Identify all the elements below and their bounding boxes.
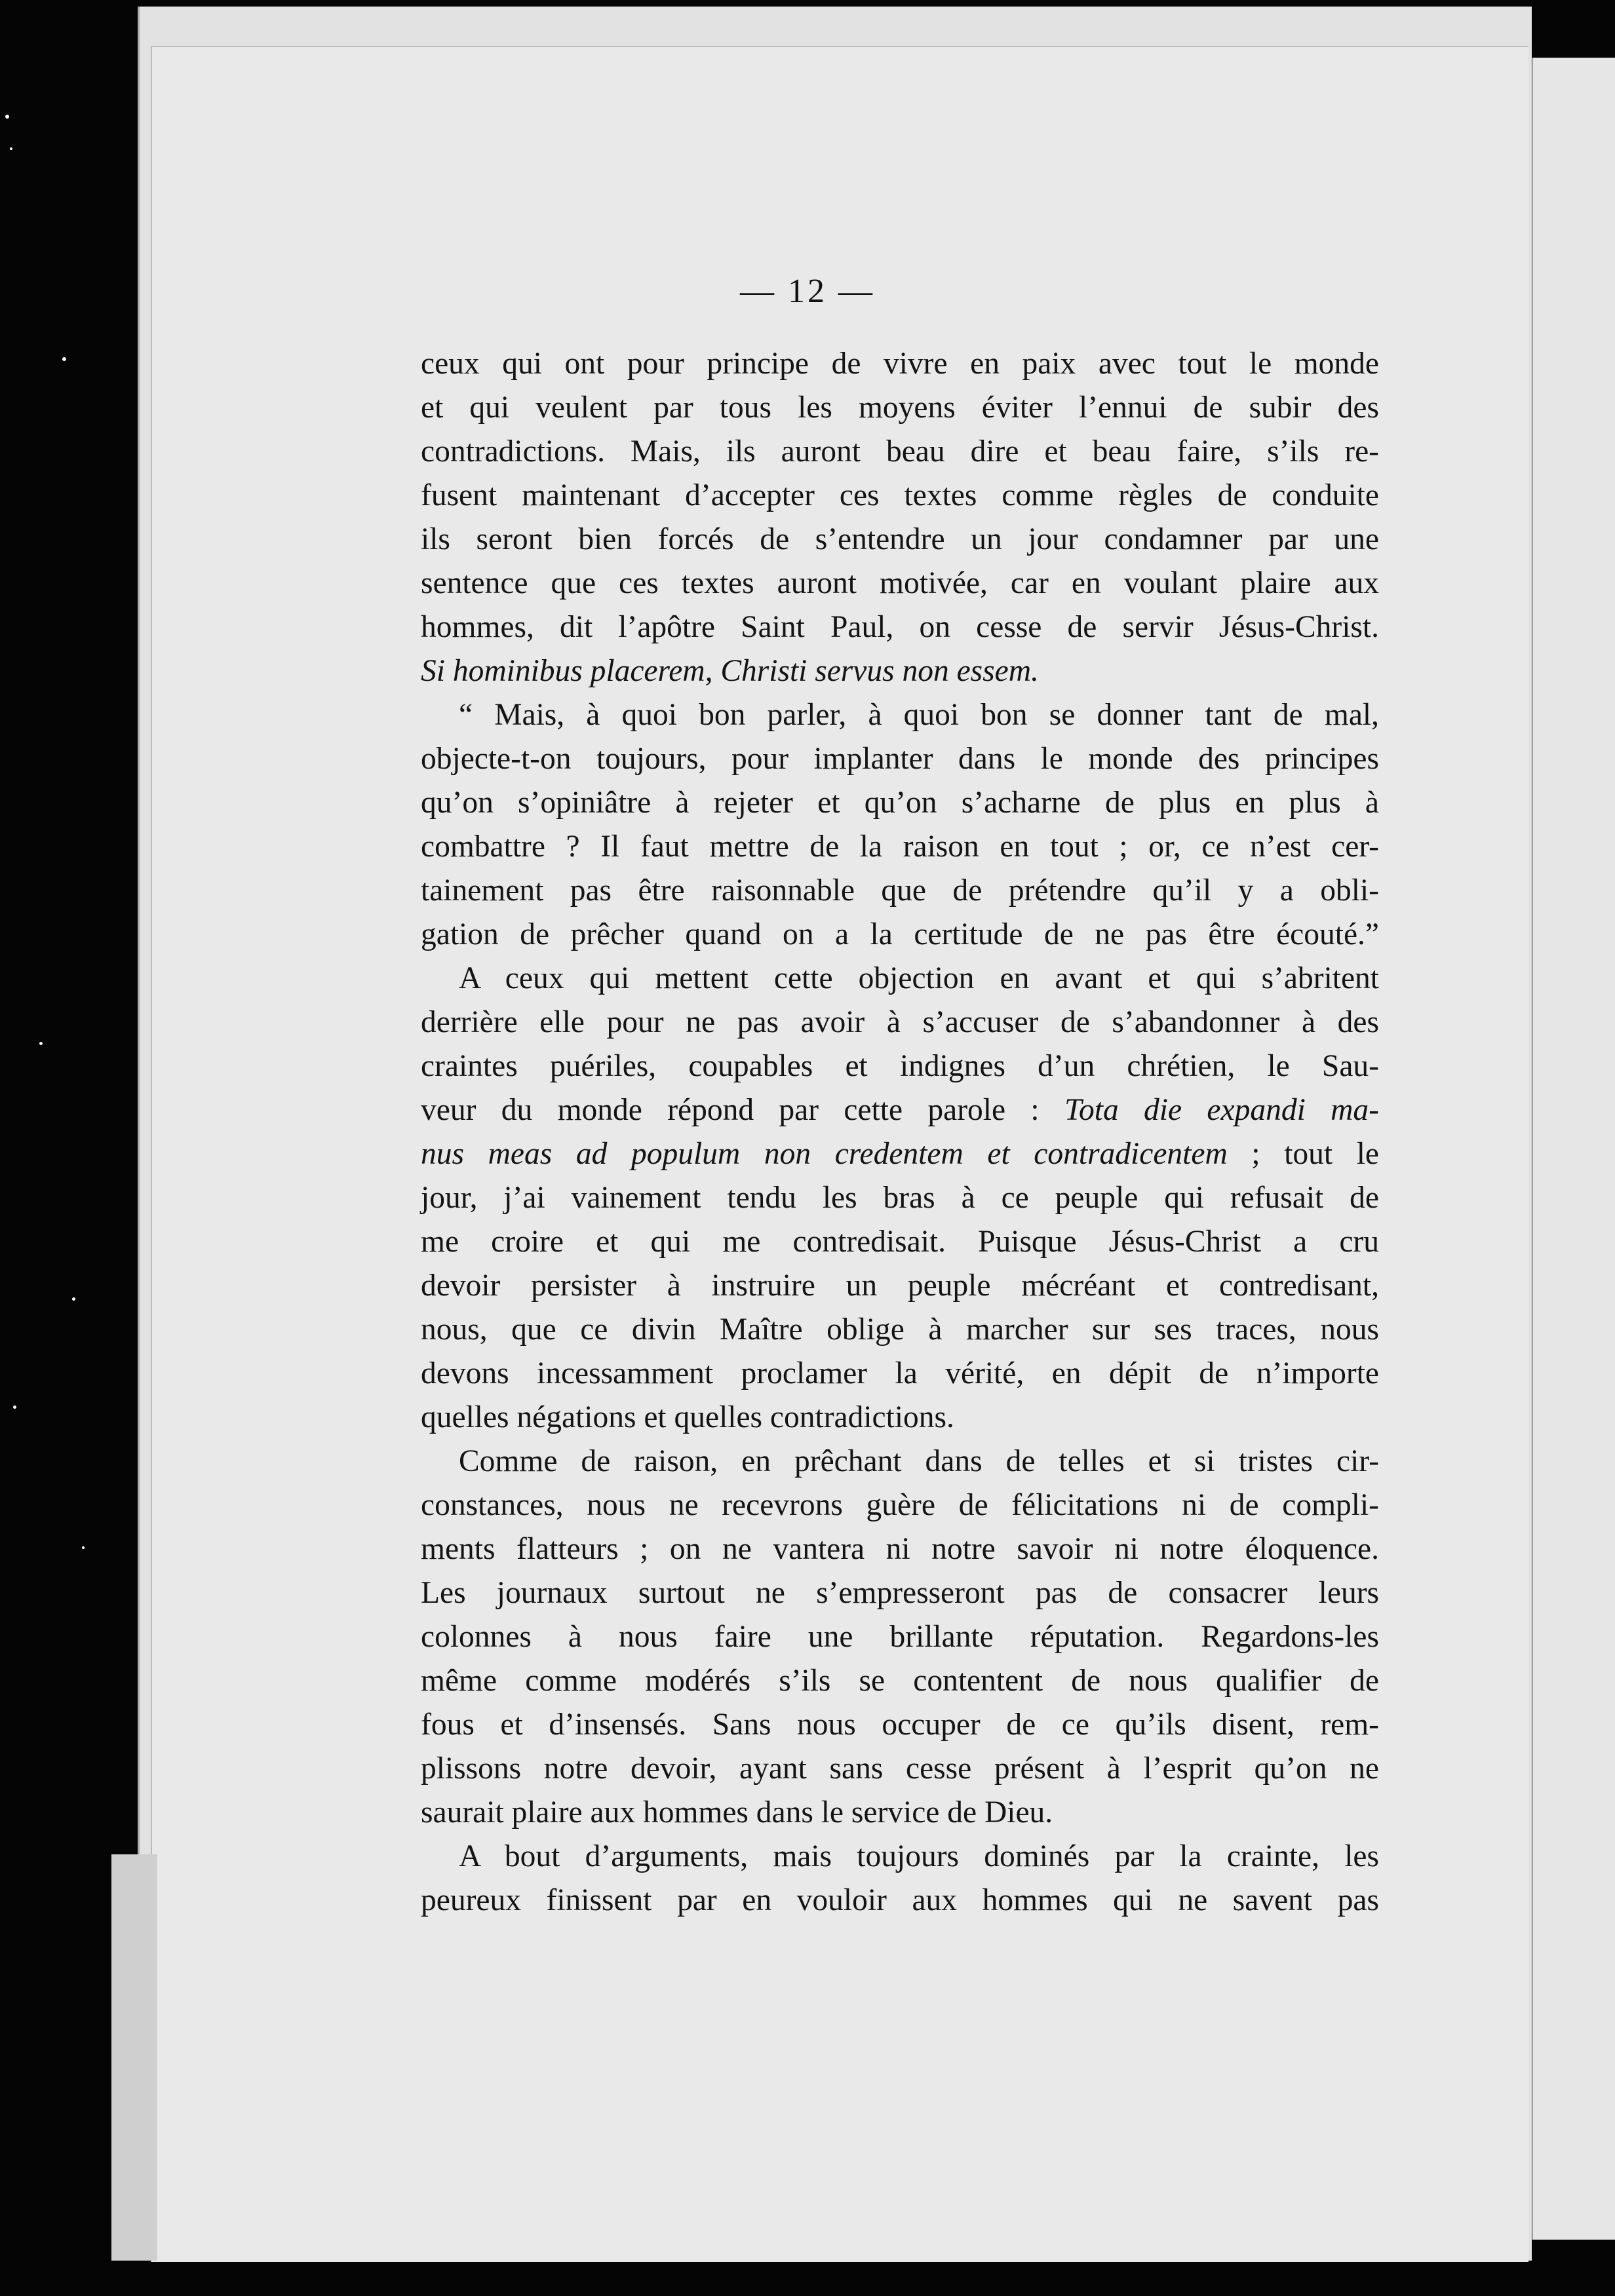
text-line: craintes puériles, coupables et indignes d’un chrétien, le Sau- [421,1049,1379,1083]
text-line: derrière elle pour ne pas avoir à s’accuser de s’abandonner à des [421,1005,1379,1039]
scan-speck [72,1297,75,1301]
body-text [421,342,1379,1923]
text-line: devons incessamment proclamer la vérité, en dépit de n’importe [421,1356,1379,1390]
text-line: combattre ? Il faut mettre de la raison en tout ; or, ce n’est cer- [421,830,1379,864]
text-line: nous, que ce divin Maître oblige à marcher sur ses traces, nous [421,1312,1379,1347]
text-line: colonnes à nous faire une brillante réputation. Regardons-les [421,1620,1379,1654]
text-line: sentence que ces textes auront motivée, car en voulant plaire aux [421,566,1379,600]
text-line: contradictions. Mais, ils auront beau dire et beau faire, s’ils re- [421,434,1379,469]
text-line: gation de prêcher quand on a la certitude de ne pas être écouté.” [421,917,1379,951]
text-column [421,342,1379,1923]
text-line: nus meas ad populum non credentem et contradicentem ; tout le [421,1137,1380,1171]
text-line: A ceux qui mettent cette objection en avant et qui s’abritent [459,961,1379,995]
page-shadow [111,1854,157,2261]
text-line: devoir persister à instruire un peuple mécréant et contredisant, [421,1269,1379,1303]
text-line: jour, j’ai vainement tendu les bras à ce peuple qui refusait de [421,1181,1379,1215]
text-line: ils seront bien forcés de s’entendre un jour condamner par une [421,522,1379,556]
text-line: saurait plaire aux hommes dans le service de Dieu. [421,1795,1053,1829]
scan-speck [10,147,12,150]
text-line: veur du monde répond par cette parole : Tota die expandi ma- [421,1093,1379,1127]
text-line: objecte-t-on toujours, pour implanter dans le monde des principes [421,742,1379,776]
scan-speck [5,115,9,119]
text-line: tainement pas être raisonnable que de prétendre qu’il y a obli- [421,873,1379,908]
text-line: fous et d’insensés. Sans nous occuper de ce qu’ils disent, rem- [421,1708,1379,1742]
scan-speck [62,357,66,361]
scan-speck [39,1042,43,1045]
scan-speck [82,1546,85,1549]
text-line: plissons notre devoir, ayant sans cesse présent à l’esprit qu’on ne [421,1751,1379,1786]
text-line: Si hominibus placerem, Christi servus non essem. [421,654,1039,688]
text-line: Les journaux surtout ne s’empresseront pas de consacrer leurs [421,1576,1379,1610]
text-line: et qui veulent par tous les moyens éviter l’ennui de subir des [421,391,1379,425]
text-line: même comme modérés s’ils se contentent de nous qualifier de [421,1664,1379,1698]
text-line: Comme de raison, en prêchant dans de telles et si tristes cir- [459,1444,1379,1478]
text-line: ments flatteurs ; on ne vantera ni notre savoir ni notre éloquence. [421,1532,1379,1566]
scan-speck [13,1406,16,1409]
next-page-edge [1530,58,1615,2240]
text-line: “ Mais, à quoi bon parler, à quoi bon se donner tant de mal, [459,698,1379,732]
text-line: fusent maintenant d’accepter ces textes comme règles de conduite [421,478,1379,512]
text-line: me croire et qui me contredisait. Puisque Jésus-Christ a cru [421,1225,1379,1259]
text-line: hommes, dit l’apôtre Saint Paul, on cesse de servir Jésus-Christ. [421,610,1379,644]
text-line: quelles négations et quelles contradictions. [421,1400,954,1434]
text-line: A bout d’arguments, mais toujours dominés par la crainte, les [459,1839,1379,1873]
text-line: peureux finissent par en vouloir aux hommes qui ne savent pas [421,1883,1379,1917]
text-line: ceux qui ont pour principe de vivre en paix avec tout le monde [421,347,1379,381]
page-number: — 12 — [740,273,875,310]
text-line: qu’on s’opiniâtre à rejeter et qu’on s’acharne de plus en plus à [421,786,1379,820]
text-line: constances, nous ne recevrons guère de félicitations ni de compli- [421,1488,1379,1522]
